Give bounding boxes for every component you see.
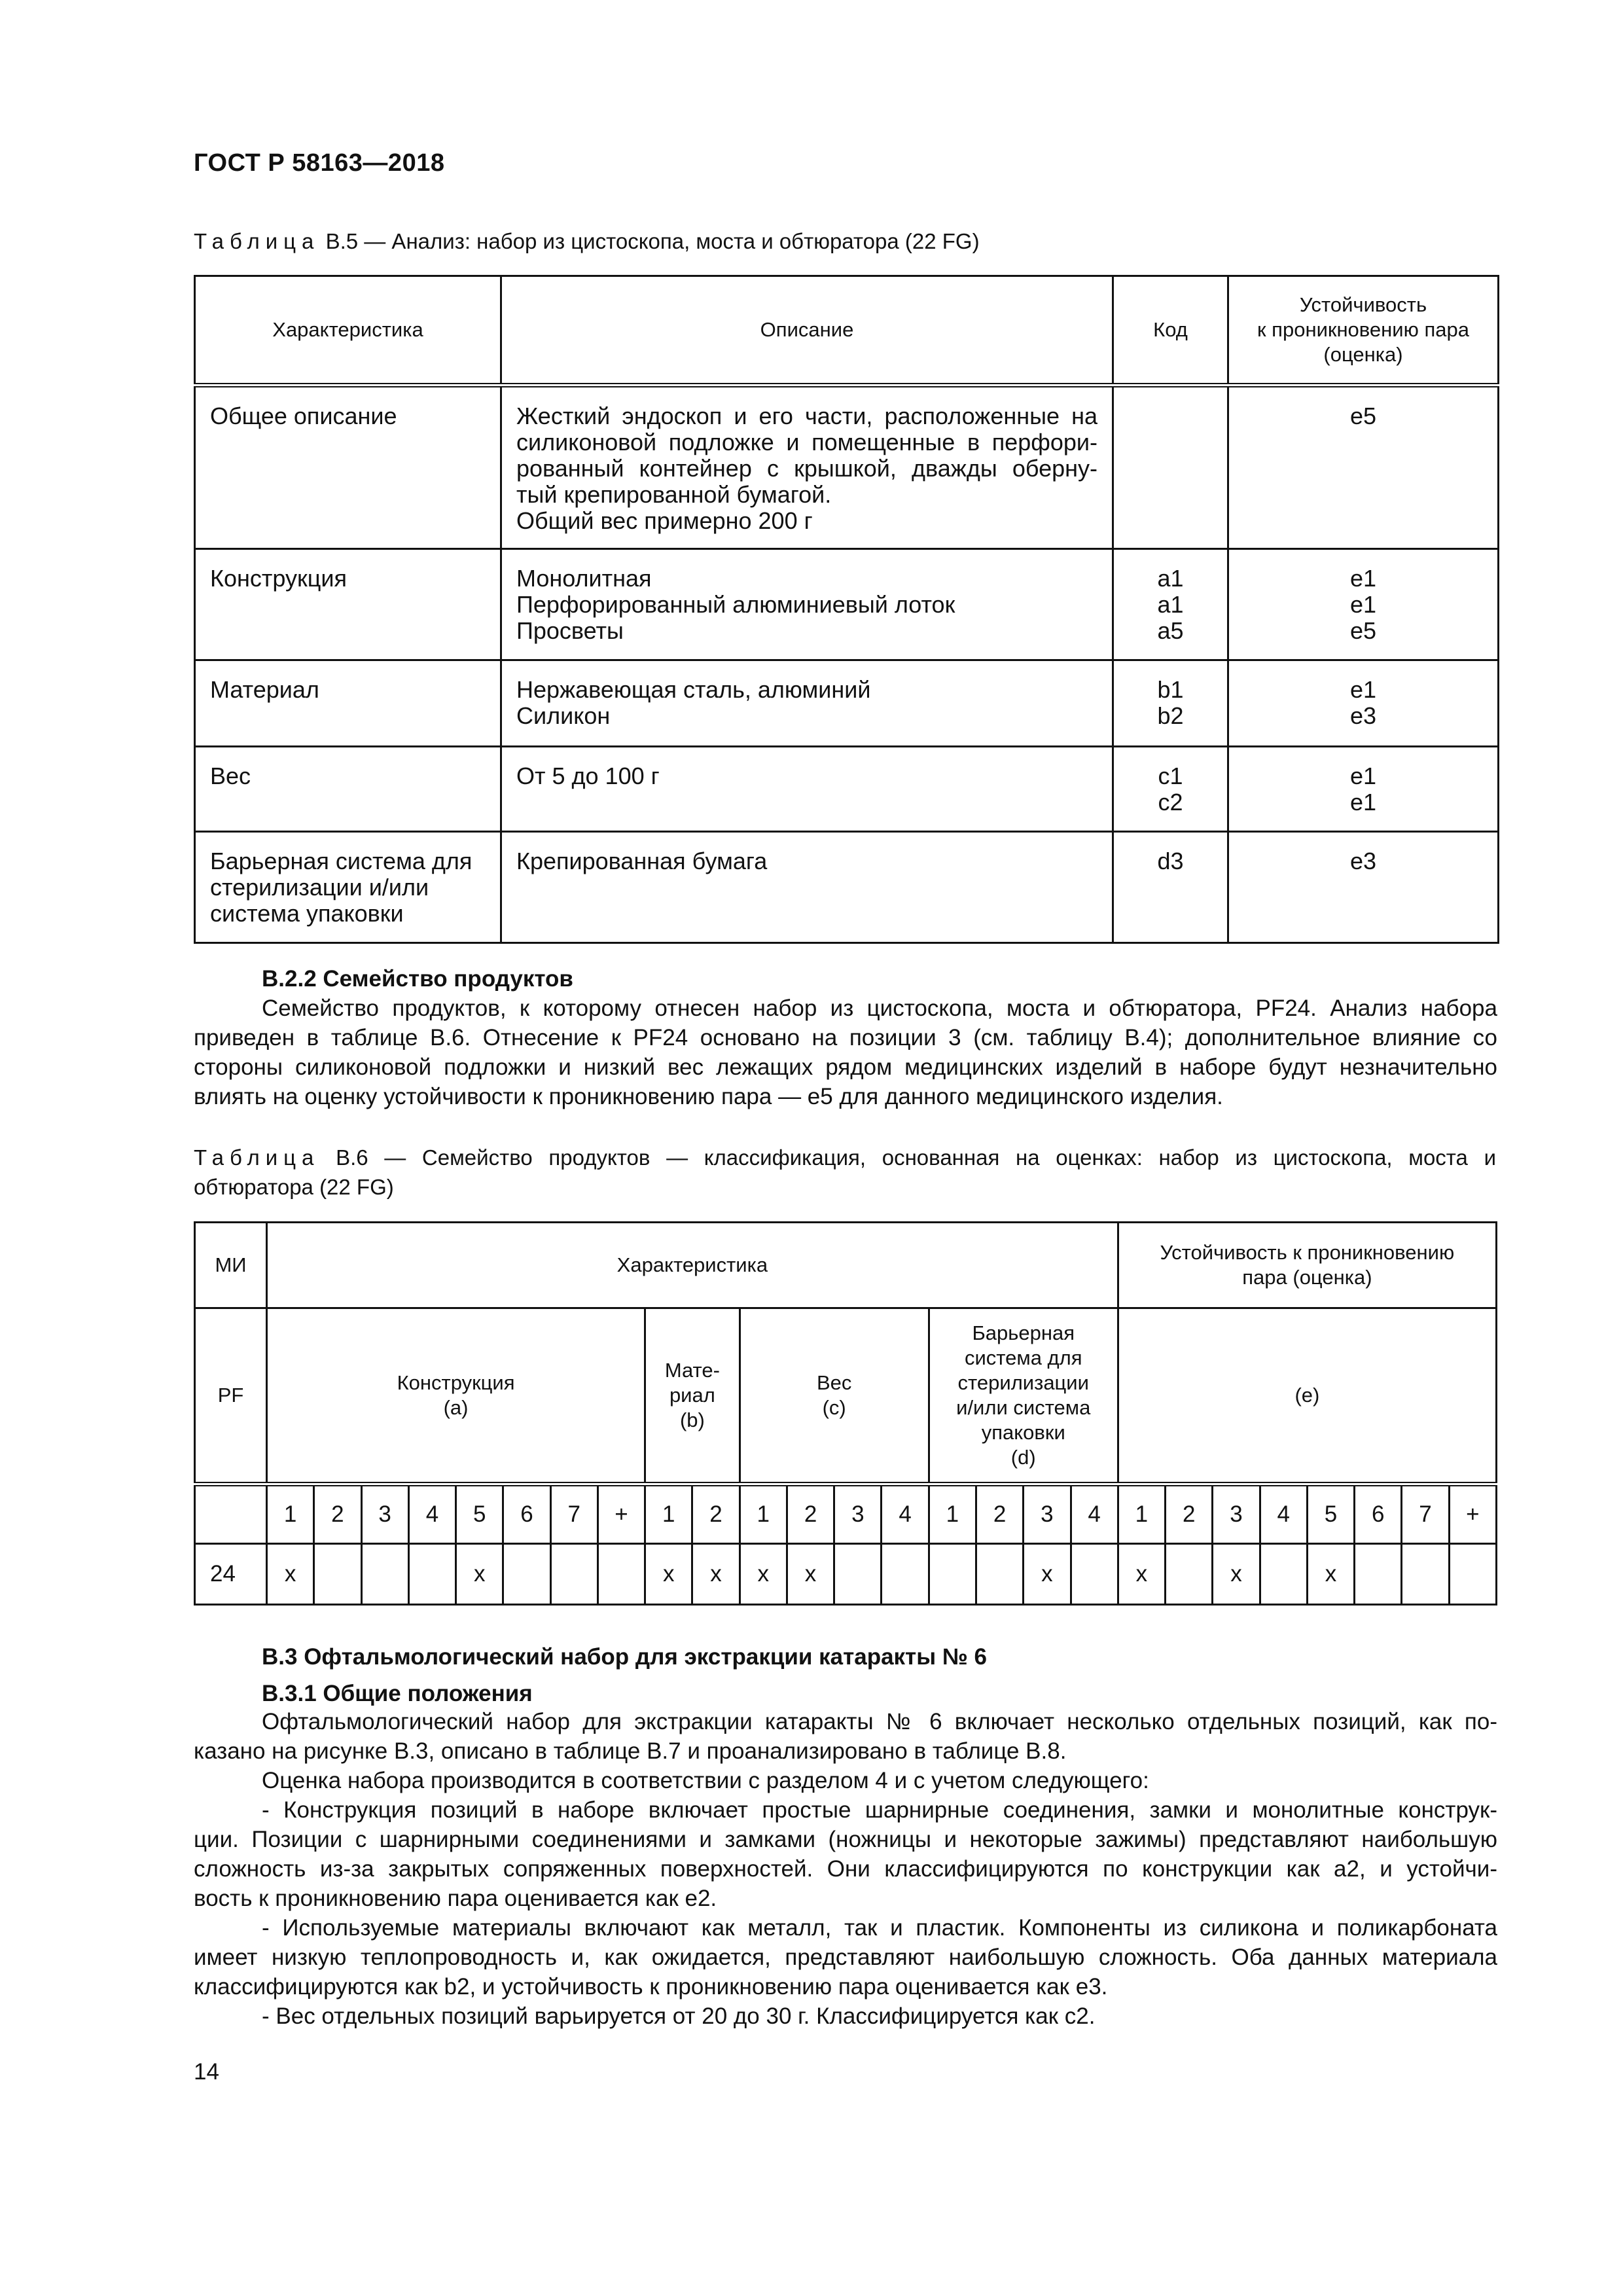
cell-line: система упаковки: [210, 900, 404, 927]
header-resistance-line: (оценка): [1323, 343, 1403, 366]
cell-line: Общее описание: [210, 403, 397, 429]
paragraph-line: приведен в таблице В.6. Отнесение к PF24 основано на позиции 3 (см. таблицу В.4); дополнительное влияние со: [194, 1025, 1497, 1050]
column-number-cell: 7: [550, 1484, 597, 1544]
column-number-cell: 2: [787, 1484, 834, 1544]
cell-line: e3: [1349, 702, 1377, 729]
cell-line: b1: [1157, 676, 1184, 703]
header-material: [645, 1308, 740, 1484]
mark-cell: [1402, 1544, 1449, 1605]
row-resistance: [1228, 386, 1499, 549]
table-row: [195, 386, 1499, 549]
cell-line: e5: [1349, 403, 1377, 429]
page-number: 14: [194, 2059, 219, 2085]
row-resistance: [1228, 747, 1499, 832]
table-b5-header-row: [195, 276, 1499, 386]
header-line: Барьерная: [972, 1321, 1075, 1344]
table-b6-caption-line: обтюратора (22 FG): [194, 1175, 394, 1199]
column-number-cell: 7: [1402, 1484, 1449, 1544]
column-number-cell: 4: [408, 1484, 455, 1544]
cell-line: e1: [1349, 676, 1377, 703]
column-number-cell: 4: [882, 1484, 929, 1544]
row-description: [501, 549, 1113, 660]
table-b5-caption: [194, 226, 1496, 257]
row-code: [1113, 747, 1228, 832]
paragraph-line: - Используемые материалы включают как металл, так и пластик. Компоненты из силикона и поликарбоната: [262, 1915, 1497, 1941]
cell-line: Вес: [210, 762, 251, 789]
cell-line: e1: [1349, 762, 1377, 789]
column-number-cell: 1: [740, 1484, 787, 1544]
header-resistance-line: Устойчивость: [1299, 293, 1427, 316]
header-e: (e): [1118, 1308, 1496, 1484]
table-b5-header-code: Код: [1113, 276, 1228, 386]
paragraph-line: ции. Позиции с шарнирными соединениями и замками (ножницы и некоторые зажимы) представляют наибольшую: [194, 1827, 1497, 1852]
column-number-cell: 3: [834, 1484, 882, 1544]
row-code: [1113, 386, 1228, 549]
column-number-cell: 1: [929, 1484, 976, 1544]
column-number-cell: 4: [1260, 1484, 1307, 1544]
column-number-cell: 6: [1355, 1484, 1402, 1544]
paragraph-line: казано на рисунке В.3, описано в таблице В.7 и проанализировано в таблице В.8.: [194, 1738, 1067, 1764]
cell-line: Общий вес примерно 200 г: [516, 507, 813, 534]
table-row: [195, 549, 1499, 660]
row-description: [501, 747, 1113, 832]
mark-cell: x: [1118, 1544, 1165, 1605]
cell-line: От 5 до 100 г: [516, 762, 660, 789]
paragraph-line: Офтальмологический набор для экстракции катаракты № 6 включает несколько отдельных позиций, как по-: [262, 1709, 1497, 1734]
table-b6-data-row: [195, 1544, 1497, 1605]
header-line: (a): [443, 1396, 469, 1419]
column-number-cell: 2: [692, 1484, 740, 1544]
header-line: и/или система: [956, 1396, 1091, 1419]
header-line: Устойчивость к проникновению: [1160, 1241, 1455, 1264]
section-b3-heading: В.3 Офтальмологический набор для экстракции катаракты № 6: [262, 1644, 988, 1670]
mark-cell: [408, 1544, 455, 1605]
column-number-cell: 1: [645, 1484, 692, 1544]
paragraph-line: Оценка набора производится в соответствии с разделом 4 и с учетом следующего:: [262, 1768, 1149, 1793]
table-b5-header-characteristic: Характеристика: [195, 276, 501, 386]
cell-line: силиконовой подложке и помещенные в перфори-: [516, 429, 1097, 456]
header-line: стерилизации: [957, 1371, 1089, 1394]
header-line: Конструкция: [397, 1371, 515, 1394]
cell-line: e1: [1349, 565, 1377, 592]
mark-cell: [1449, 1544, 1496, 1605]
cell-line: e5: [1349, 617, 1377, 644]
row-resistance: [1228, 660, 1499, 747]
column-number-cell: 2: [1166, 1484, 1213, 1544]
cell-line: Нержавеющая сталь, алюминий: [516, 676, 871, 703]
header-resistance-line: к проникновению пара: [1257, 318, 1469, 341]
mark-cell: x: [456, 1544, 503, 1605]
mark-cell: x: [645, 1544, 692, 1605]
mark-cell: x: [692, 1544, 740, 1605]
table-b6-header-row-2: [195, 1308, 1497, 1484]
paragraph-line: - Вес отдельных позиций варьируется от 20 до 30 г. Классифицируется как с2.: [262, 2003, 1096, 2029]
row-characteristic: [195, 660, 501, 747]
mark-cell: x: [1213, 1544, 1260, 1605]
cell-line: d3: [1157, 848, 1184, 874]
row-resistance: [1228, 549, 1499, 660]
column-number-cell: 1: [1118, 1484, 1165, 1544]
mark-cell: x: [787, 1544, 834, 1605]
column-number-cell: 2: [314, 1484, 361, 1544]
column-number-cell: 5: [456, 1484, 503, 1544]
header-pf: PF: [195, 1308, 267, 1484]
header-barrier: [929, 1308, 1118, 1484]
table-b6-caption-text: В.6 — Семейство продуктов — классификация, основанная на оценках: набор из цистоскопа, моста и: [336, 1145, 1497, 1170]
header-line: Вес: [816, 1371, 852, 1394]
table-b6-number-row: [195, 1484, 1497, 1544]
header-line: риал: [669, 1384, 715, 1407]
table-b5-header-description: Описание: [501, 276, 1113, 386]
column-number-cell: 2: [976, 1484, 1023, 1544]
header-line: (d): [1010, 1446, 1036, 1469]
cell-line: c1: [1158, 762, 1183, 789]
column-number-cell: 5: [1307, 1484, 1354, 1544]
cell-line: Силикон: [516, 702, 611, 729]
column-number-cell: 3: [361, 1484, 408, 1544]
table-b5-caption-text: В.5 — Анализ: набор из цистоскопа, моста и обтюратора (22 FG): [325, 229, 980, 253]
mark-cell: [597, 1544, 645, 1605]
cell-line: Просветы: [516, 617, 624, 644]
table-row: [195, 747, 1499, 832]
mark-cell: [882, 1544, 929, 1605]
section-b22-heading: В.2.2 Семейство продуктов: [262, 966, 573, 992]
mark-cell: [1355, 1544, 1402, 1605]
header-construction: [267, 1308, 645, 1484]
table-b6-caption-line: [194, 1143, 1496, 1172]
cell-line: рованный контейнер с крышкой, дважды оберну-: [516, 455, 1097, 482]
row-code: [1113, 660, 1228, 747]
column-number-cell: 1: [267, 1484, 314, 1544]
header-mi: МИ: [195, 1223, 267, 1308]
table-b5: [194, 275, 1499, 944]
mark-cell: [361, 1544, 408, 1605]
mark-cell: [929, 1544, 976, 1605]
section-b31-heading: В.3.1 Общие положения: [262, 1681, 533, 1706]
paragraph-line: имеет низкую теплопроводность и, как ожидается, представляют наибольшую сложность. Оба данных материала: [194, 1945, 1497, 1970]
header-line: (b): [679, 1408, 705, 1431]
column-number-cell: 4: [1071, 1484, 1118, 1544]
cell-line: Жесткий эндоскоп и его части, расположенные на: [516, 403, 1097, 429]
mark-cell: x: [1024, 1544, 1071, 1605]
row-characteristic: [195, 747, 501, 832]
column-number-cell: 6: [503, 1484, 550, 1544]
header-resistance: [1118, 1223, 1496, 1308]
cell-line: Материал: [210, 676, 319, 703]
header-line: (c): [822, 1396, 846, 1419]
paragraph-line: сложность из-за закрытых сопряженных поверхностей. Они классифицируются по конструкции как а2, и устойчи-: [194, 1856, 1497, 1882]
section-b31-paragraph: [194, 1707, 1497, 2031]
cell-line: a1: [1157, 591, 1184, 618]
mark-cell: [1071, 1544, 1118, 1605]
row-characteristic: [195, 386, 501, 549]
cell-line: b2: [1157, 702, 1184, 729]
document-header: ГОСТ Р 58163—2018: [194, 149, 445, 177]
header-line: упаковки: [981, 1421, 1065, 1444]
table-b5-caption-prefix: Таблица: [194, 229, 320, 253]
row-characteristic: [195, 549, 501, 660]
cell-line: тый крепированной бумагой.: [516, 481, 832, 508]
table-b5-header-resistance: [1228, 276, 1499, 386]
column-number-cell: 3: [1213, 1484, 1260, 1544]
column-number-cell: +: [1449, 1484, 1496, 1544]
header-line: пара (оценка): [1242, 1266, 1372, 1289]
paragraph-line: влиять на оценку устойчивости к проникновению пара — е5 для данного медицинского изделия.: [194, 1084, 1223, 1109]
mark-cell: x: [740, 1544, 787, 1605]
section-b22-paragraph: [194, 994, 1497, 1111]
cell-line: c2: [1158, 789, 1183, 816]
paragraph-line: классифицируются как b2, и устойчивость к проникновению пара оценивается как е3.: [194, 1974, 1108, 2000]
cell-line: Барьерная система для: [210, 848, 473, 874]
row-description: [501, 832, 1113, 943]
header-weight: [740, 1308, 929, 1484]
paragraph-line: - Конструкция позиций в наборе включает простые шарнирные соединения, замки и монолитные конструк-: [262, 1797, 1497, 1823]
paragraph-line: стороны силиконовой подложки и низкий вес лежащих рядом медицинских изделий в наборе будут незначительно: [194, 1054, 1497, 1080]
row-description: [501, 386, 1113, 549]
table-b6: [194, 1221, 1497, 1605]
cell-line: Крепированная бумага: [516, 848, 768, 874]
cell-line: e3: [1349, 848, 1377, 874]
mark-cell: [550, 1544, 597, 1605]
mark-cell: [314, 1544, 361, 1605]
mark-cell: [503, 1544, 550, 1605]
header-line: Мате-: [664, 1359, 720, 1382]
cell-line: Конструкция: [210, 565, 347, 592]
table-b6-caption: [194, 1143, 1496, 1202]
cell-line: Перфорированный алюминиевый лоток: [516, 591, 955, 618]
column-number-cell: 3: [1024, 1484, 1071, 1544]
header-characteristic: Характеристика: [267, 1223, 1118, 1308]
column-number-cell: +: [597, 1484, 645, 1544]
table-row: [195, 832, 1499, 943]
cell-line: Монолитная: [516, 565, 652, 592]
paragraph-line: Семейство продуктов, к которому отнесен набор из цистоскопа, моста и обтюратора, PF24. Анализ набора: [262, 996, 1497, 1021]
paragraph-line: вость к проникновению пара оценивается как е2.: [194, 1886, 717, 1911]
mark-cell: x: [1307, 1544, 1354, 1605]
table-b6-caption-prefix: Таблица: [194, 1145, 320, 1170]
table-b6-header-row-1: [195, 1223, 1497, 1308]
mark-cell: [834, 1544, 882, 1605]
row-code: [1113, 832, 1228, 943]
mark-cell: [1166, 1544, 1213, 1605]
mark-cell: [976, 1544, 1023, 1605]
row-description: [501, 660, 1113, 747]
empty-cell: [195, 1484, 267, 1544]
row-characteristic: [195, 832, 501, 943]
cell-line: a5: [1157, 617, 1184, 644]
cell-line: e1: [1349, 591, 1377, 618]
cell-line: e1: [1349, 789, 1377, 816]
table-row: [195, 660, 1499, 747]
row-resistance: [1228, 832, 1499, 943]
pf-value: 24: [195, 1544, 267, 1605]
row-code: [1113, 549, 1228, 660]
cell-line: a1: [1157, 565, 1184, 592]
mark-cell: x: [267, 1544, 314, 1605]
mark-cell: [1260, 1544, 1307, 1605]
cell-line: стерилизации и/или: [210, 874, 429, 901]
header-line: система для: [964, 1346, 1082, 1369]
